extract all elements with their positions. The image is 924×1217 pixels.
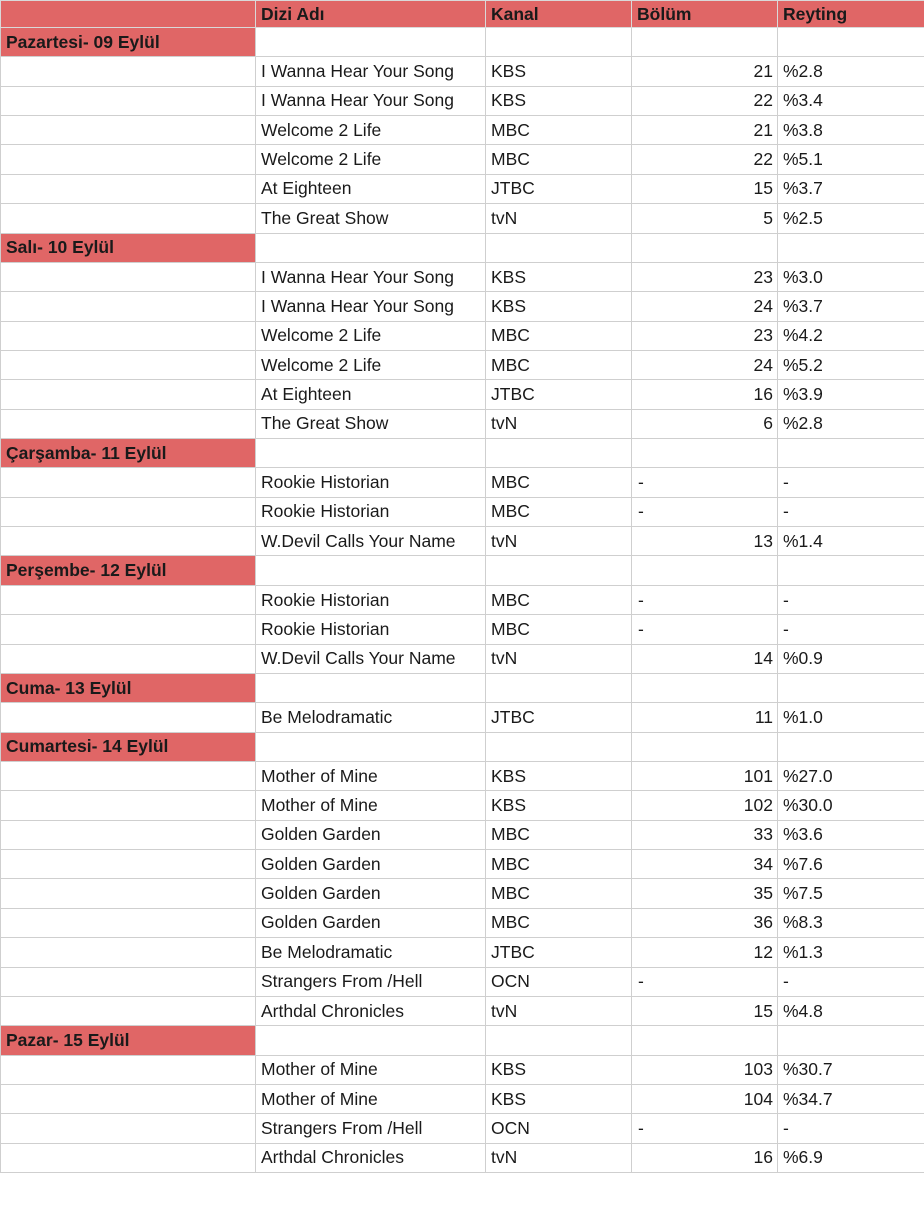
header-cell-blank[interactable] [1,1,256,28]
rating-cell[interactable]: %4.8 [778,996,924,1025]
episode-cell[interactable]: 5 [632,204,778,233]
table-row [1,497,924,526]
table-row [1,761,924,790]
series-title-cell[interactable]: W.Devil Calls Your Name [256,527,486,556]
empty-cell[interactable] [486,732,632,761]
table-row [1,820,924,849]
rating-cell[interactable]: %3.7 [778,292,924,321]
empty-cell[interactable] [486,1026,632,1055]
channel-cell[interactable]: MBC [486,468,632,497]
channel-cell[interactable]: KBS [486,292,632,321]
empty-cell[interactable] [486,673,632,702]
episode-cell[interactable]: - [632,615,778,644]
day-label-cell[interactable]: Cumartesi- 14 Eylül [1,732,256,761]
rating-cell[interactable]: %2.8 [778,57,924,86]
episode-cell[interactable]: 11 [632,703,778,732]
table-row [1,468,924,497]
table-row [1,850,924,879]
empty-cell[interactable] [256,233,486,262]
empty-cell[interactable] [1,145,256,174]
episode-cell[interactable]: 16 [632,1143,778,1172]
table-row [1,292,924,321]
empty-cell[interactable] [1,644,256,673]
series-title-cell[interactable]: Arthdal Chronicles [256,996,486,1025]
channel-cell[interactable]: MBC [486,321,632,350]
empty-cell[interactable] [778,28,924,57]
empty-cell[interactable] [1,967,256,996]
channel-cell[interactable]: MBC [486,145,632,174]
episode-cell[interactable]: - [632,585,778,614]
episode-cell[interactable]: 33 [632,820,778,849]
rating-cell[interactable]: - [778,967,924,996]
rating-cell[interactable]: %3.9 [778,380,924,409]
series-title-cell[interactable]: Mother of Mine [256,1055,486,1084]
episode-cell[interactable]: - [632,468,778,497]
table-row [1,57,924,86]
series-title-cell[interactable]: Welcome 2 Life [256,116,486,145]
channel-cell[interactable]: KBS [486,1084,632,1113]
header-cell-episode[interactable]: Bölüm [632,1,778,28]
table-row [1,1114,924,1143]
empty-cell[interactable] [256,1026,486,1055]
empty-cell[interactable] [486,233,632,262]
episode-cell[interactable]: 35 [632,879,778,908]
empty-cell[interactable] [1,57,256,86]
rating-cell[interactable]: %1.4 [778,527,924,556]
episode-cell[interactable]: 103 [632,1055,778,1084]
empty-cell[interactable] [256,28,486,57]
series-title-cell[interactable]: Rookie Historian [256,585,486,614]
table-row [1,644,924,673]
rating-cell[interactable]: %7.5 [778,879,924,908]
empty-cell[interactable] [632,673,778,702]
series-title-cell[interactable]: Be Melodramatic [256,703,486,732]
empty-cell[interactable] [486,439,632,468]
table-row [1,1084,924,1113]
empty-cell[interactable] [256,732,486,761]
empty-cell[interactable] [1,380,256,409]
episode-cell[interactable]: 21 [632,57,778,86]
episode-cell[interactable]: 36 [632,908,778,937]
empty-cell[interactable] [1,879,256,908]
empty-cell[interactable] [1,1114,256,1143]
episode-cell[interactable]: 15 [632,996,778,1025]
table-row [1,1143,924,1172]
empty-cell[interactable] [1,996,256,1025]
channel-cell[interactable]: JTBC [486,174,632,203]
empty-cell[interactable] [1,527,256,556]
series-title-cell[interactable]: Mother of Mine [256,761,486,790]
channel-cell[interactable]: KBS [486,86,632,115]
empty-cell[interactable] [1,262,256,291]
channel-cell[interactable]: MBC [486,908,632,937]
empty-cell[interactable] [1,350,256,379]
empty-cell[interactable] [1,938,256,967]
episode-cell[interactable]: 23 [632,262,778,291]
empty-cell[interactable] [1,615,256,644]
table-row [1,703,924,732]
series-title-cell[interactable]: Welcome 2 Life [256,350,486,379]
table-row [1,908,924,937]
empty-cell[interactable] [632,233,778,262]
channel-cell[interactable]: tvN [486,409,632,438]
empty-cell[interactable] [632,1026,778,1055]
empty-cell[interactable] [1,116,256,145]
episode-cell[interactable]: 104 [632,1084,778,1113]
table-row [1,996,924,1025]
rating-cell[interactable]: - [778,585,924,614]
series-title-cell[interactable]: Rookie Historian [256,468,486,497]
channel-cell[interactable]: tvN [486,527,632,556]
episode-cell[interactable]: 24 [632,350,778,379]
series-title-cell[interactable]: I Wanna Hear Your Song [256,262,486,291]
rating-cell[interactable]: %1.0 [778,703,924,732]
day-header-row [1,673,924,702]
table-row [1,527,924,556]
empty-cell[interactable] [1,1143,256,1172]
empty-cell[interactable] [256,556,486,585]
series-title-cell[interactable]: I Wanna Hear Your Song [256,86,486,115]
series-title-cell[interactable]: Rookie Historian [256,497,486,526]
episode-cell[interactable]: 15 [632,174,778,203]
channel-cell[interactable]: MBC [486,585,632,614]
spreadsheet-body [1,1,924,1173]
episode-cell[interactable]: 21 [632,116,778,145]
empty-cell[interactable] [778,556,924,585]
empty-cell[interactable] [1,703,256,732]
channel-cell[interactable]: MBC [486,497,632,526]
header-cell-rating[interactable]: Reyting [778,1,924,28]
empty-cell[interactable] [1,761,256,790]
rating-cell[interactable]: %4.2 [778,321,924,350]
channel-cell[interactable]: tvN [486,644,632,673]
channel-cell[interactable]: tvN [486,1143,632,1172]
episode-cell[interactable]: 102 [632,791,778,820]
series-title-cell[interactable]: Golden Garden [256,820,486,849]
empty-cell[interactable] [778,1026,924,1055]
episode-cell[interactable]: 22 [632,86,778,115]
channel-cell[interactable]: tvN [486,204,632,233]
rating-cell[interactable]: %5.1 [778,145,924,174]
series-title-cell[interactable]: Mother of Mine [256,791,486,820]
empty-cell[interactable] [1,1084,256,1113]
empty-cell[interactable] [1,908,256,937]
table-row [1,791,924,820]
empty-cell[interactable] [1,820,256,849]
day-header-row [1,28,924,57]
day-label-cell[interactable]: Çarşamba- 11 Eylül [1,439,256,468]
episode-cell[interactable]: 16 [632,380,778,409]
channel-cell[interactable]: KBS [486,761,632,790]
header-cell-title[interactable]: Dizi Adı [256,1,486,28]
channel-cell[interactable]: tvN [486,996,632,1025]
channel-cell[interactable]: JTBC [486,380,632,409]
channel-cell[interactable]: KBS [486,791,632,820]
rating-cell[interactable]: - [778,497,924,526]
header-cell-channel[interactable]: Kanal [486,1,632,28]
series-title-cell[interactable]: Welcome 2 Life [256,145,486,174]
series-title-cell[interactable]: At Eighteen [256,380,486,409]
empty-cell[interactable] [1,409,256,438]
series-title-cell[interactable]: Mother of Mine [256,1084,486,1113]
episode-cell[interactable]: - [632,497,778,526]
episode-cell[interactable]: 12 [632,938,778,967]
rating-cell[interactable]: %3.7 [778,174,924,203]
series-title-cell[interactable]: Strangers From /Hell [256,1114,486,1143]
rating-cell[interactable]: %27.0 [778,761,924,790]
day-header-row [1,732,924,761]
empty-cell[interactable] [1,1055,256,1084]
table-row [1,938,924,967]
series-title-cell[interactable]: The Great Show [256,409,486,438]
rating-cell[interactable]: %1.3 [778,938,924,967]
rating-cell[interactable]: %0.9 [778,644,924,673]
channel-cell[interactable]: MBC [486,879,632,908]
empty-cell[interactable] [1,174,256,203]
day-label-cell[interactable]: Pazartesi- 09 Eylül [1,28,256,57]
rating-cell[interactable]: %2.5 [778,204,924,233]
series-title-cell[interactable]: W.Devil Calls Your Name [256,644,486,673]
series-title-cell[interactable]: Be Melodramatic [256,938,486,967]
episode-cell[interactable]: 23 [632,321,778,350]
day-header-row [1,1026,924,1055]
rating-cell[interactable]: %34.7 [778,1084,924,1113]
empty-cell[interactable] [778,673,924,702]
series-title-cell[interactable]: Golden Garden [256,879,486,908]
empty-cell[interactable] [1,292,256,321]
channel-cell[interactable]: MBC [486,615,632,644]
rating-cell[interactable]: %30.7 [778,1055,924,1084]
rating-cell[interactable]: %6.9 [778,1143,924,1172]
empty-cell[interactable] [632,556,778,585]
episode-cell[interactable]: 101 [632,761,778,790]
empty-cell[interactable] [1,497,256,526]
empty-cell[interactable] [1,86,256,115]
day-header-row [1,556,924,585]
episode-cell[interactable]: - [632,1114,778,1143]
day-header-row [1,439,924,468]
table-row [1,350,924,379]
rating-cell[interactable]: - [778,615,924,644]
table-row [1,204,924,233]
rating-cell[interactable]: %8.3 [778,908,924,937]
rating-cell[interactable]: %30.0 [778,791,924,820]
empty-cell[interactable] [256,439,486,468]
rating-cell[interactable]: %3.0 [778,262,924,291]
channel-cell[interactable]: KBS [486,57,632,86]
day-header-row [1,233,924,262]
empty-cell[interactable] [1,585,256,614]
series-title-cell[interactable]: Rookie Historian [256,615,486,644]
table-row [1,1055,924,1084]
day-label-cell[interactable]: Pazar- 15 Eylül [1,1026,256,1055]
table-row [1,585,924,614]
episode-cell[interactable]: - [632,967,778,996]
rating-cell[interactable]: - [778,1114,924,1143]
series-title-cell[interactable]: Arthdal Chronicles [256,1143,486,1172]
table-row [1,380,924,409]
episode-cell[interactable]: 34 [632,850,778,879]
table-row [1,116,924,145]
rating-cell[interactable]: %5.2 [778,350,924,379]
empty-cell[interactable] [486,28,632,57]
empty-cell[interactable] [632,28,778,57]
series-title-cell[interactable]: I Wanna Hear Your Song [256,292,486,321]
empty-cell[interactable] [632,732,778,761]
episode-cell[interactable]: 14 [632,644,778,673]
series-title-cell[interactable]: Golden Garden [256,908,486,937]
table-row [1,321,924,350]
rating-cell[interactable]: %3.4 [778,86,924,115]
header-row [1,1,924,28]
channel-cell[interactable]: MBC [486,850,632,879]
empty-cell[interactable] [632,439,778,468]
table-row [1,86,924,115]
episode-cell[interactable]: 6 [632,409,778,438]
empty-cell[interactable] [778,732,924,761]
channel-cell[interactable]: OCN [486,1114,632,1143]
episode-cell[interactable]: 24 [632,292,778,321]
episode-cell[interactable]: 13 [632,527,778,556]
channel-cell[interactable]: MBC [486,350,632,379]
rating-cell[interactable]: %3.6 [778,820,924,849]
empty-cell[interactable] [778,233,924,262]
empty-cell[interactable] [1,321,256,350]
empty-cell[interactable] [256,673,486,702]
empty-cell[interactable] [1,850,256,879]
channel-cell[interactable]: JTBC [486,703,632,732]
episode-cell[interactable]: 22 [632,145,778,174]
table-row [1,967,924,996]
channel-cell[interactable]: KBS [486,262,632,291]
series-title-cell[interactable]: The Great Show [256,204,486,233]
day-label-cell[interactable]: Cuma- 13 Eylül [1,673,256,702]
rating-cell[interactable]: %7.6 [778,850,924,879]
rating-cell[interactable]: %3.8 [778,116,924,145]
series-title-cell[interactable]: Welcome 2 Life [256,321,486,350]
series-title-cell[interactable]: At Eighteen [256,174,486,203]
series-title-cell[interactable]: Golden Garden [256,850,486,879]
series-title-cell[interactable]: I Wanna Hear Your Song [256,57,486,86]
channel-cell[interactable]: JTBC [486,938,632,967]
table-row [1,615,924,644]
rating-cell[interactable]: %2.8 [778,409,924,438]
table-row [1,145,924,174]
empty-cell[interactable] [1,468,256,497]
empty-cell[interactable] [1,204,256,233]
empty-cell[interactable] [1,791,256,820]
table-row [1,262,924,291]
table-row [1,879,924,908]
channel-cell[interactable]: MBC [486,820,632,849]
table-row [1,409,924,438]
rating-cell[interactable]: - [778,468,924,497]
empty-cell[interactable] [778,439,924,468]
table-row [1,174,924,203]
empty-cell[interactable] [486,556,632,585]
day-label-cell[interactable]: Perşembe- 12 Eylül [1,556,256,585]
channel-cell[interactable]: OCN [486,967,632,996]
channel-cell[interactable]: KBS [486,1055,632,1084]
day-label-cell[interactable]: Salı- 10 Eylül [1,233,256,262]
series-title-cell[interactable]: Strangers From /Hell [256,967,486,996]
channel-cell[interactable]: MBC [486,116,632,145]
